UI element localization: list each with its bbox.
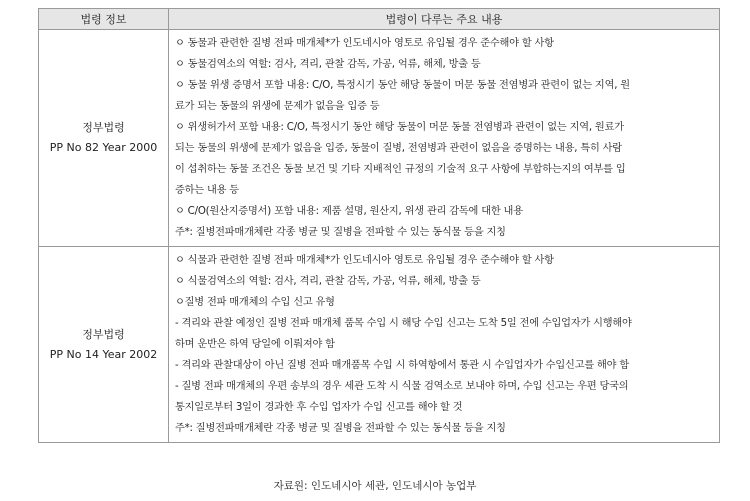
footnote: 주*: 질병전파매개체란 각종 병균 및 질병을 전파할 수 있는 동식물 등을 지칭 xyxy=(175,227,506,238)
law-info-cell xyxy=(39,247,169,443)
content-line: 하며 운반은 하역 당일에 이뤄져야 함 xyxy=(175,339,335,350)
header-law-info: 법령 정보 xyxy=(39,9,169,30)
content-line: 이 섭취하는 동물 조건은 동물 보건 및 기타 지배적인 규정의 기술적 요구 사항에 부합하는지의 여부를 입 xyxy=(175,164,626,175)
table-row xyxy=(39,30,720,247)
header-main-content: 법령이 다루는 주요 내용 xyxy=(169,9,720,30)
source-note: 자료원: 인도네시아 세관, 인도네시아 농업부 xyxy=(273,480,477,492)
law-content-cell xyxy=(169,30,720,247)
law-id: PP No 14 Year 2002 xyxy=(49,347,158,361)
law-content-cell xyxy=(169,247,720,443)
law-name: 정부법령 xyxy=(82,121,125,134)
table-row xyxy=(39,247,720,443)
content-line: ㅇ C/O(원산지증명서) 포함 내용: 제품 설명, 원산지, 위생 관리 감독에 대한 내용 xyxy=(175,206,523,217)
content-line: ㅇ 동물과 관련한 질병 전파 매개체*가 인도네시아 영토로 유입될 경우 준수해야 할 사항 xyxy=(175,38,554,49)
law-name: 정부법령 xyxy=(82,327,125,341)
content-line: - 격리와 관찰 예정인 질병 전파 매개체 품목 수입 시 해당 수입 신고는 도착 5일 전에 수입업자가 시행해야 xyxy=(175,318,632,329)
content-line: 증하는 내용 등 xyxy=(175,185,239,196)
content-line: ㅇ 동물검역소의 역할: 검사, 격리, 관찰 감독, 가공, 억류, 해체, 방출 등 xyxy=(175,59,481,70)
content-line: ㅇ질병 전파 매개체의 수입 신고 유형 xyxy=(175,297,335,308)
law-table-container xyxy=(38,8,719,443)
content-line: ㅇ 위생허가서 포함 내용: C/O, 특정시기 동안 해당 동물이 머문 동물 전염병과 관련이 없는 지역, 원료가 xyxy=(175,122,624,133)
content-line: ㅇ 식물검역소의 역할: 검사, 격리, 관찰 감독, 가공, 억류, 해체, 방출 등 xyxy=(175,276,481,287)
law-table xyxy=(38,8,720,443)
table-header-row xyxy=(39,9,720,30)
content-line: ㅇ 식물과 관련한 질병 전파 매개체*가 인도네시아 영토로 유입될 경우 준수해야 할 사항 xyxy=(175,255,554,266)
law-info-cell xyxy=(39,30,169,247)
content-line: 통지일로부터 3일이 경과한 후 수입 업자가 수입 신고를 해야 할 것 xyxy=(175,402,463,413)
content-line: ㅇ 동물 위생 증명서 포함 내용: C/O, 특정시기 동안 해당 동물이 머문 동물 전염병과 관련이 없는 지역, 원 xyxy=(175,80,630,91)
footnote: 주*: 질병전파매개체란 각종 병균 및 질병을 전파할 수 있는 동식물 등을 지칭 xyxy=(175,423,506,434)
law-id: PP No 82 Year 2000 xyxy=(49,141,158,154)
content-line: - 질병 전파 매개체의 우편 송부의 경우 세관 도착 시 식물 검역소로 보내야 하며, 수입 신고는 우편 당국의 xyxy=(175,381,629,392)
content-line: 되는 동물의 위생에 문제가 없음을 입증, 동물이 질병, 전염병과 관련이 없음을 증명하는 내용, 특히 사람 xyxy=(175,143,622,154)
content-line: 료가 되는 동물의 위생에 문제가 없음을 입증 등 xyxy=(175,101,380,112)
content-line: - 격리와 관찰대상이 아닌 질병 전파 매개품목 수입 시 하역항에서 통관 시 수입업자가 수입신고를 해야 함 xyxy=(175,360,629,371)
